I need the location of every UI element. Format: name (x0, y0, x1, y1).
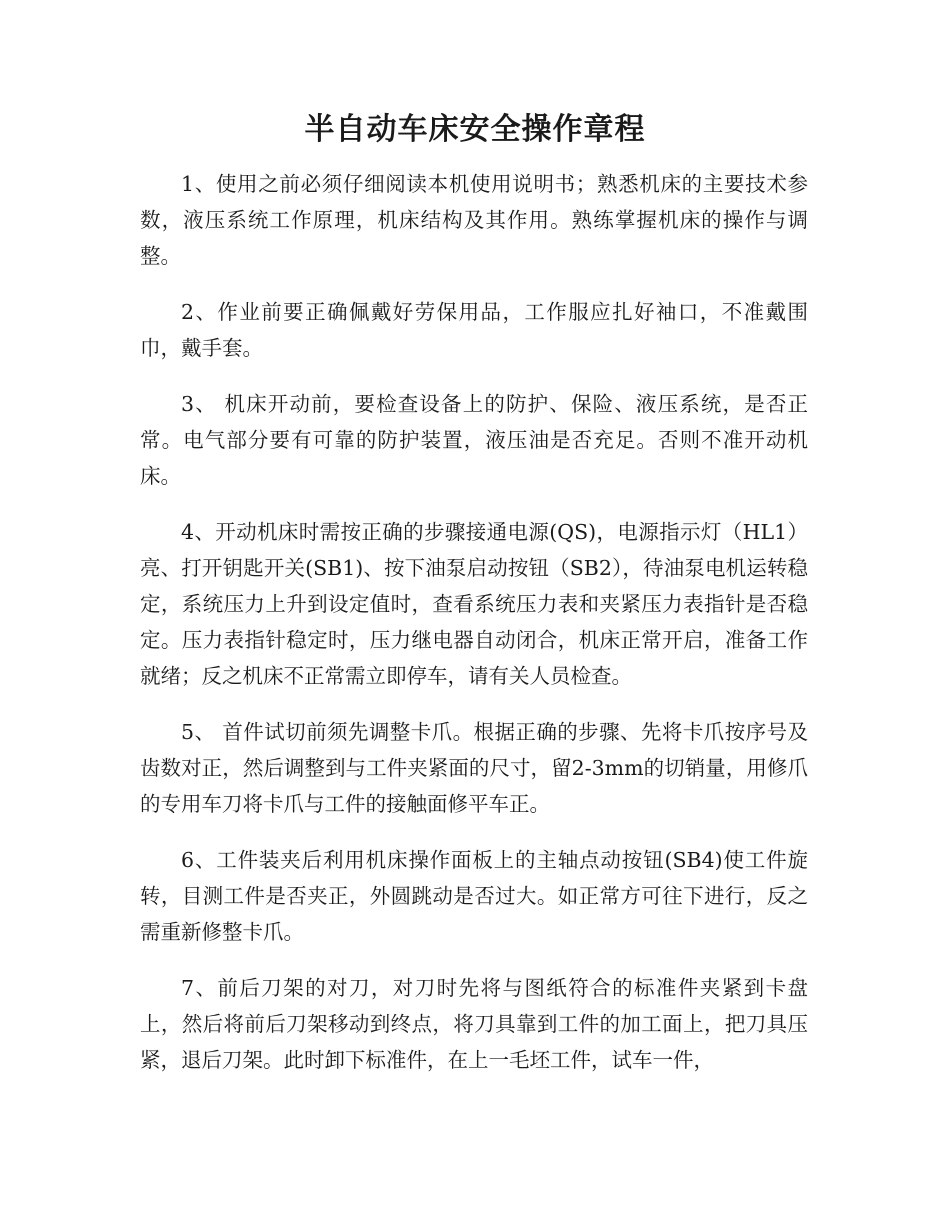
paragraph-5: 5、 首件试切前须先调整卡爪。根据正确的步骤、先将卡爪按序号及齿数对正，然后调整到与工件夹紧面的尺寸，留2-3mm的切销量，用修爪的专用车刀将卡爪与工件的接触面修平车正。 (140, 720, 808, 816)
paragraph-7: 7、前后刀架的对刀，对刀时先将与图纸符合的标准件夹紧到卡盘上，然后将前后刀架移动到终点，将刀具靠到工件的加工面上，把刀具压紧，退后刀架。此时卸下标准件，在上一毛坯工件，试车一件， (140, 976, 808, 1072)
paragraph-3: 3、 机床开动前，要检查设备上的防护、保险、液压系统，是否正常。电气部分要有可靠的防护装置，液压油是否充足。否则不准开动机床。 (140, 392, 808, 488)
document-title: 半自动车床安全操作章程 (304, 112, 646, 147)
paragraph-4: 4、开动机床时需按正确的步骤接通电源(QS)，电源指示灯（HL1）亮、打开钥匙开关(SB1)、按下油泵启动按钮（SB2），待油泵电机运转稳定，系统压力上升到设定值时，查看系统压力表和夹紧压力表指针是否稳定。压力表指针稳定时，压力继电器自动闭合，机床正常开启，准备工作就绪；反之机床不正常需立即停车，请有关人员检查。 (140, 520, 808, 688)
paragraph-2: 2、作业前要正确佩戴好劳保用品，工作服应扎好袖口，不准戴围巾，戴手套。 (140, 300, 808, 360)
paragraph-6: 6、工件装夹后利用机床操作面板上的主轴点动按钮(SB4)使工件旋转，目测工件是否夹正，外圆跳动是否过大。如正常方可往下进行，反之需重新修整卡爪。 (140, 848, 808, 944)
document-body (140, 166, 808, 1098)
paragraph-1: 1、使用之前必须仔细阅读本机使用说明书；熟悉机床的主要技术参数，液压系统工作原理，机床结构及其作用。熟练掌握机床的操作与调整。 (140, 172, 808, 268)
